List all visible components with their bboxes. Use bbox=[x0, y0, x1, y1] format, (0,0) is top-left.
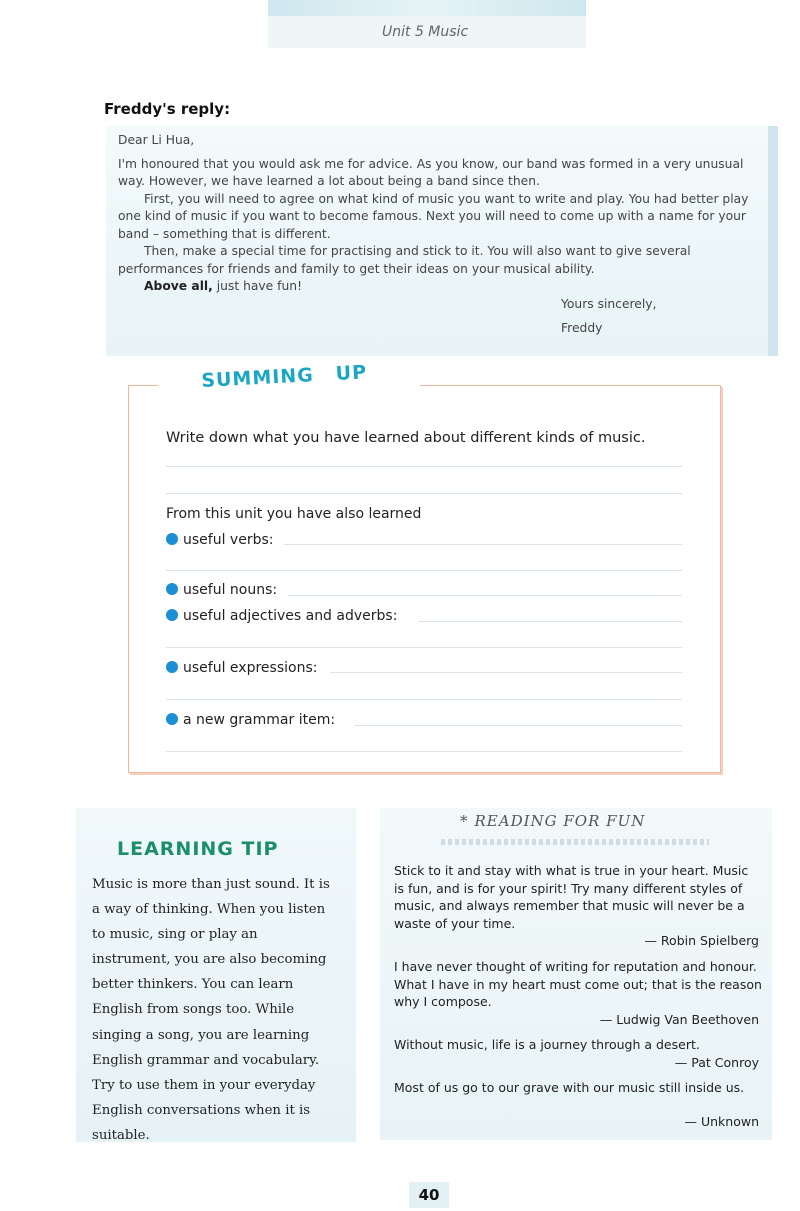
star-icon: * bbox=[460, 812, 469, 830]
reading-for-fun-title bbox=[460, 812, 645, 830]
quote-1-author: — Robin Spielberg bbox=[644, 933, 759, 948]
useful-verbs-item bbox=[166, 532, 273, 548]
quote-1-text: Stick to it and stay with what is true in your heart. Music is fun, and is for your spirit! Try many different styles of music, and always remember that music will never be a waste of your time. bbox=[394, 863, 749, 932]
bullet-icon bbox=[166, 713, 178, 725]
letter-side-bar bbox=[768, 126, 778, 356]
learning-tip-title: LEARNING TIP bbox=[117, 838, 279, 860]
title-underline-decoration bbox=[441, 839, 709, 845]
letter-closing: Yours sincerely, bbox=[561, 297, 657, 311]
letter-paragraph-2: First, you will need to agree on what kind of music you want to write and play. You had better play one kind of music if you want to become famous. Next you will need to come up with a name for your band – something that is different. bbox=[118, 191, 749, 241]
useful-expressions-item bbox=[166, 660, 317, 676]
letter-paragraph-3: Then, make a special time for practising and stick to it. You will also want to give several performances for friends and family to get their ideas on your musical ability. bbox=[118, 244, 691, 276]
summing-up-title-word-2: UP bbox=[335, 361, 368, 385]
reply-heading: Freddy's reply: bbox=[104, 100, 231, 118]
bullet-icon bbox=[166, 609, 178, 621]
letter-body bbox=[118, 132, 766, 296]
quote-2-text: I have never thought of writing for reputation and honour. What I have in my heart must come out; that is the reason why I compose. bbox=[394, 959, 762, 1010]
grammar-item-label: a new grammar item: bbox=[183, 712, 336, 728]
writing-line bbox=[166, 570, 682, 571]
bullet-icon bbox=[166, 533, 178, 545]
grammar-item bbox=[166, 712, 335, 728]
quote-3-text: Without music, life is a journey through a desert. bbox=[394, 1037, 700, 1052]
page-number: 40 bbox=[409, 1182, 449, 1208]
letter-last-line bbox=[118, 278, 766, 296]
header-decoration bbox=[268, 0, 586, 16]
writing-line bbox=[166, 647, 682, 648]
grammar-line[interactable] bbox=[354, 725, 682, 726]
useful-nouns-item bbox=[166, 582, 277, 598]
useful-nouns-line[interactable] bbox=[288, 595, 682, 596]
bullet-icon bbox=[166, 583, 178, 595]
letter-paragraph-1: I'm honoured that you would ask me for advice. As you know, our band was formed in a very unusual way. However, we have learned a lot about being a band since then. bbox=[118, 156, 744, 188]
quote-4-text: Most of us go to our grave with our music still inside us. bbox=[394, 1080, 745, 1095]
quote-3-author: — Pat Conroy bbox=[674, 1055, 759, 1070]
useful-adjectives-label: useful adjectives and adverbs: bbox=[183, 608, 398, 624]
letter-last-text: just have fun! bbox=[212, 279, 302, 293]
bullet-icon bbox=[166, 661, 178, 673]
useful-verbs-line[interactable] bbox=[284, 544, 682, 545]
useful-adjectives-line[interactable] bbox=[418, 621, 682, 622]
letter-emphasis: Above all, bbox=[144, 279, 213, 293]
letter-salutation: Dear Li Hua, bbox=[118, 133, 195, 147]
useful-expressions-label: useful expressions: bbox=[183, 660, 318, 676]
quote-4-author: — Unknown bbox=[684, 1114, 759, 1129]
quote-2-author: — Ludwig Van Beethoven bbox=[599, 1012, 759, 1027]
useful-expressions-line[interactable] bbox=[330, 672, 682, 673]
reading-for-fun-title-text: READING FOR FUN bbox=[474, 812, 646, 830]
summing-up-title-word-1: SUMMING bbox=[200, 364, 315, 392]
writing-line bbox=[166, 493, 682, 494]
useful-nouns-label: useful nouns: bbox=[183, 582, 278, 598]
useful-verbs-label: useful verbs: bbox=[183, 532, 274, 548]
useful-adjectives-item bbox=[166, 608, 397, 624]
learning-tip-text: Music is more than just sound. It is a way of thinking. When you listen to music, sing or play an instrument, you are also becoming better thinkers. You can learn English from songs too. While singing a song, you are learning English grammar and vocabulary. Try to use them in your everyday English conversations when it is suitable. bbox=[92, 877, 330, 1143]
writing-line bbox=[166, 699, 682, 700]
writing-line bbox=[166, 466, 682, 467]
letter-signature: Freddy bbox=[561, 321, 603, 335]
also-learned-text: From this unit you have also learned bbox=[166, 506, 422, 522]
unit-title: Unit 5 Music bbox=[382, 24, 469, 40]
writing-line bbox=[166, 751, 682, 752]
summing-up-prompt: Write down what you have learned about different kinds of music. bbox=[166, 430, 646, 446]
